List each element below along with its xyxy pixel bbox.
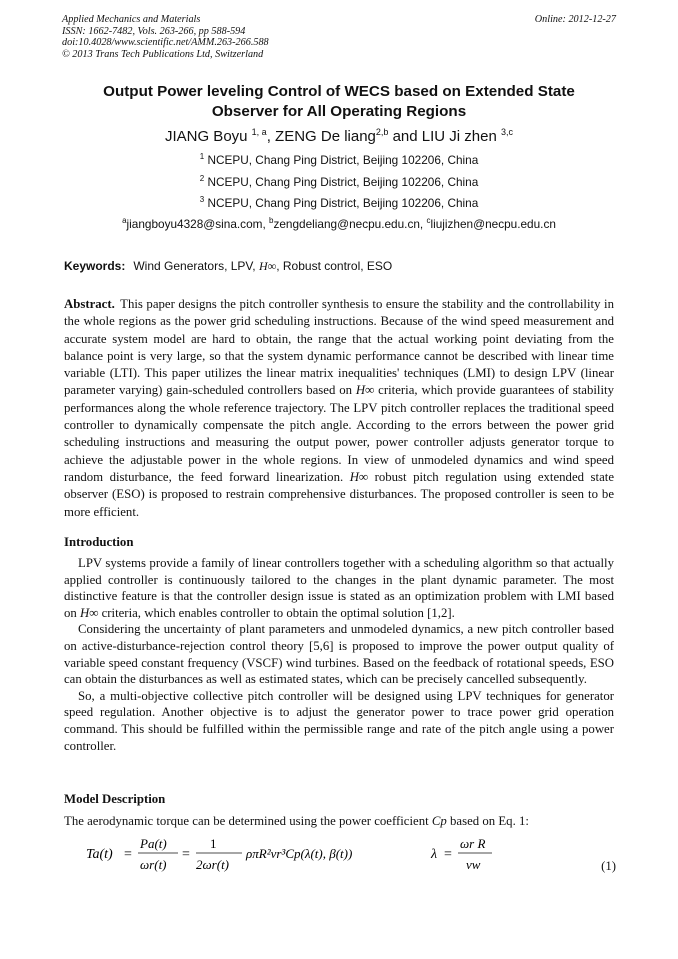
introduction-section xyxy=(64,555,614,754)
affiliation-text: NCEPU, Chang Ping District, Beijing 102206, China xyxy=(207,175,479,189)
affiliation-text: NCEPU, Chang Ping District, Beijing 102206, China xyxy=(207,196,479,210)
affiliation-1 xyxy=(60,150,618,167)
title-line-2: Observer for All Operating Regions xyxy=(211,103,467,120)
fraction-denominator: ωr(t) xyxy=(140,857,167,872)
introduction-paragraph-3: So, a multi-objective collective pitch controller will be designed using LPV techniques for generator speed regulation. Another objective is to adjust the generator power to trace power grid operation command. This should be fulfilled within the permissible range and rate of the pitch angle using a power controller. xyxy=(64,688,614,753)
introduction-paragraph-1 xyxy=(64,555,614,621)
keywords-line xyxy=(64,259,616,274)
abstract-text: robust pitch regulation using extended state observer (ESO) is proposed to restrain comprehensive disturbances. The proposed controller is seen to be more efficient. xyxy=(64,469,614,519)
author-separator: and xyxy=(388,128,422,145)
paragraph-text: The aerodynamic torque can be determined using the power coefficient xyxy=(64,814,432,828)
section-heading-introduction: Introduction xyxy=(64,535,134,549)
keywords-label: Keywords: xyxy=(64,259,126,273)
fraction-denominator: 2ωr(t) xyxy=(196,857,230,872)
h-infinity-symbol: H∞ xyxy=(349,469,369,484)
affiliation-text: NCEPU, Chang Ping District, Beijing 102206, China xyxy=(207,153,479,167)
affiliation-2 xyxy=(60,172,618,189)
paragraph-text: LPV systems provide a family of linear controllers together with a scheduling algorithm so that actually applied controller is continuously tailored to the changes in the plant dynamic parameter. The most distinctive feature is that the controller design issue is stated as an optimization problem with LMI based on xyxy=(64,556,614,620)
email-address-b[interactable]: zengdeliang@necpu.edu.cn, xyxy=(273,217,427,231)
equation-lhs: Ta(t) xyxy=(86,847,113,862)
copyright-line: © 2013 Trans Tech Publications Ltd, Switzerland xyxy=(62,48,264,60)
abstract-text: This paper designs the pitch controller synthesis to ensure the stability and the controllability in the whole regions as the power grid scheduling instructions. Because of the wind speed measurement and accurate system model are hard to obtain, the range that the actual working point deviating from the balance point is very large, so that the system dynamic performance cannot be described with linear time variable (LTI). This paper utilizes the linear matrix inequalities' techniques (LMI) to design LPV (linear parameter varying) gain-scheduled controllers based on xyxy=(64,297,614,398)
fraction-denominator: vw xyxy=(466,857,481,872)
journal-name: Applied Mechanics and Materials xyxy=(62,14,201,25)
author-superscript: 2,b xyxy=(375,127,389,137)
h-infinity-symbol: H∞ xyxy=(355,383,375,398)
fraction-numerator: Pa(t) xyxy=(140,836,167,851)
affiliation-superscript: 3 xyxy=(199,195,205,204)
fraction-numerator: ωr R xyxy=(460,836,486,851)
author-list xyxy=(60,123,618,146)
email-line xyxy=(60,214,618,231)
equation-number: (1) xyxy=(601,859,616,873)
equation-expression: ρπR²vr³Cp(λ(t), β(t)) xyxy=(246,846,353,861)
paragraph-text: criteria, which enables controller to obtain the optimal solution [1,2]. xyxy=(98,605,455,620)
h-infinity-symbol: H∞ xyxy=(258,259,277,273)
issn-line: ISSN: 1662-7482, Vols. 263-266, pp 588-594 xyxy=(62,25,246,37)
author-superscript: 1, a xyxy=(251,127,267,137)
journal-header xyxy=(62,14,616,60)
section-heading-model-description: Model Description xyxy=(64,792,166,806)
abstract-paragraph xyxy=(64,296,614,521)
email-superscript: c xyxy=(426,216,431,225)
introduction-paragraph-2: Considering the uncertainty of plant parameters and unmodeled dynamics, a new pitch controller based on active-disturbance-rejection control theory [5,6] is proposed to improve the power output quality of variable speed constant frequency (VSCF) wind turbines. Based on the feedback of rotational speeds, ESO can obtain the disturbances as well as estimated states, which can be precisely cancelled subsequently. xyxy=(64,622,614,687)
paragraph-text: based on Eq. 1: xyxy=(446,814,529,828)
abstract-label: Abstract. xyxy=(64,297,115,311)
paper-title xyxy=(60,82,618,122)
author-name: ZENG De liang xyxy=(275,128,376,145)
keywords-text: Wind Generators, LPV, xyxy=(133,259,259,273)
fraction-numerator: 1 xyxy=(210,836,217,851)
author-superscript: 3,c xyxy=(501,127,514,137)
email-superscript: b xyxy=(269,216,274,225)
equals-sign: = xyxy=(124,847,132,862)
h-infinity-symbol: H∞ xyxy=(80,605,99,620)
affiliation-superscript: 2 xyxy=(199,174,205,183)
email-address-c[interactable]: liujizhen@necpu.edu.cn xyxy=(430,217,556,231)
affiliation-3 xyxy=(60,193,618,210)
equation-formula xyxy=(86,828,556,880)
email-address-a[interactable]: jiangboyu4328@sina.com, xyxy=(126,217,270,231)
doi-line[interactable]: doi:10.4028/www.scientific.net/AMM.263-266.588 xyxy=(62,37,269,48)
title-line-1: Output Power leveling Control of WECS based on Extended State xyxy=(103,83,575,100)
email-superscript: a xyxy=(122,216,127,225)
abstract-text: criteria, which provide guarantees of stability performances along the whole reference trajectory. The LPV pitch controller replaces the traditional speed controller to dynamically compensate the pitch angle. According to the errors between the power grid scheduling instructions and measuring the output power, power controller adjusts generator torque to achieve the adjustable power in the whole regions. In view of unmodeled dynamics and wind speed random disturbance, the feed forward linearization. xyxy=(64,383,614,484)
power-coefficient-symbol: Cp xyxy=(431,814,447,828)
author-separator: , xyxy=(266,128,276,145)
online-date: Online: 2012-12-27 xyxy=(534,14,616,25)
equation-1 xyxy=(86,828,616,888)
equals-sign: = xyxy=(444,847,452,862)
lambda-symbol: λ xyxy=(431,847,438,862)
keywords-text: , Robust control, ESO xyxy=(276,259,393,273)
author-name: LIU Ji zhen xyxy=(421,128,497,145)
equals-sign: = xyxy=(182,847,190,862)
affiliation-superscript: 1 xyxy=(199,152,205,161)
author-name: JIANG Boyu xyxy=(164,128,248,145)
